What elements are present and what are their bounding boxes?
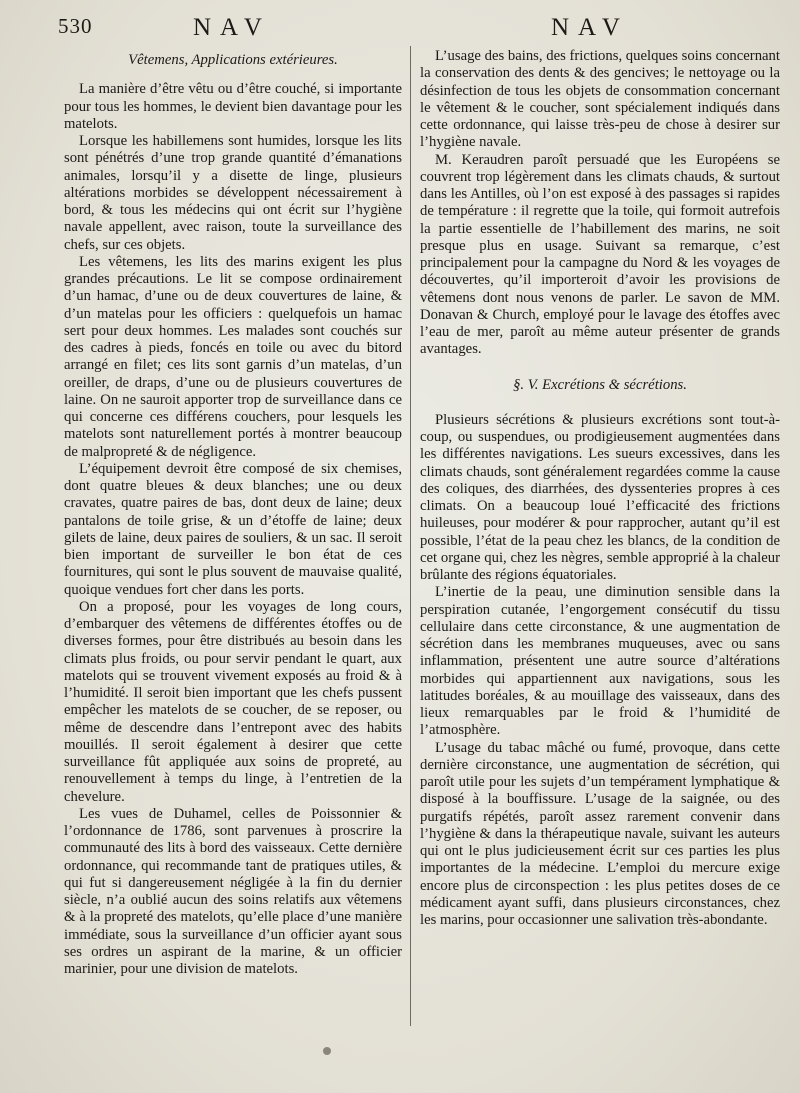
paragraph: L’usage du tabac mâché ou fumé, provoque, dans cette dernière circonstance, une augmentation de sécrétion, qui paroît utile pour les sujets d’un tempérament lymphatique & disposé à la bouffissure. L’usage de la saignée, ou des purgatifs répétés, paroît assez rarement convenir dans l’hygiène & dans la thérapeutique navale, suivant les auteurs qui ont le plus judicieusement écrit sur ces parties les plus importantes de la médecine. L’emploi du mercure exige encore plus de circonspection : les plus petites doses de ce médicament ayant suffi, dans plusieurs circonstances, chez les marins, pour occasionner une salivation très-abondante.: [420, 739, 780, 928]
right-column: [420, 48, 780, 929]
paragraph: Lorsque les habillemens sont humides, lorsque les lits sont pénétrés d’une trop grande quantité d’émanations animales, lorsqu’il y a disette de linge, plusieurs altérations morbides se développent nécessairement à bord, & tous les médecins qui ont écrit sur l’hygiène navale appellent, avec raison, toute la surveillance des chefs, sur ces objets.: [64, 133, 402, 253]
section-heading: §. V. Excrétions & sécrétions.: [513, 376, 687, 393]
paragraph: M. Keraudren paroît persuadé que les Européens se couvrent trop légèrement dans les climats chauds, & surtout dans les Antilles, où l’on est exposé à des passages si rapides de température : il regrette que la toile, qui formoit autrefois la partie essentielle de l’habillement des marins, ne soit presque plus en usage. Suivant sa remarque, c’est principalement pour la campagne du Nord & les voyages de découvertes, qu’il importeroit d’avoir les provisions de vêtemens dont nous venons de parler. Le savon de MM. Donavan & Church, employé pour le lavage des étoffes avec l’eau de mer, paroît au même auteur présenter de grands avantages.: [420, 151, 780, 358]
paragraph: L’usage des bains, des frictions, quelques soins concernant la conservation des dents & des gencives; le nettoyage ou la désinfection de tous les objets de consommation concernant le vêtement & le coucher, sont spécialement indiqués dans cette ordonnance, qui laisse très-peu de chose à desirer sur l’hygiène navale.: [420, 48, 780, 151]
paragraph: Les vues de Duhamel, celles de Poissonnier & l’ordonnance de 1786, sont parvenues à proscrire la communauté des lits à bord des vaisseaux. Cette dernière ordonnance, qui recommande tant de pratiques utiles, & qui fut si dangereusement négligée à la fin du dernier siècle, n’a oublié aucun des soins relatifs aux vêtemens & à la propreté des matelots, qu’elle place d’une manière immédiate, sous la surveillance d’un officier ayant sous ses ordres un aspirant de la marine, & un officier marinier, pour une division de matelots.: [64, 805, 402, 977]
subsection-heading: Vêtemens, Applications extérieures.: [128, 52, 338, 68]
running-head-right: NAV: [551, 14, 629, 41]
paragraph: Plusieurs sécrétions & plusieurs excrétions sont tout-à-coup, ou suspendues, ou prodigieusement augmentées dans les différentes navigations. Les sueurs excessives, dans les climats chauds, sont généralement regardées comme la cause des coliques, des diarrhées, des dyssenteries propres à ces climats. On a beaucoup loué l’efficacité des frictions huileuses, pour modérer & pour rapprocher, autant qu’il est possible, l’état de la peau chez les blancs, de la condition de cet organe qui, chez les nègres, semble approprié à la chaleur brûlante des régions équatoriales.: [420, 411, 780, 583]
paragraph: L’équipement devroit être composé de six chemises, dont quatre bleues & deux blanches; une ou deux cravates, quatre paires de bas, dont deux de laine; deux pantalons de toile grise, & un d’étoffe de laine; deux gilets de laine, deux paires de souliers, & un sac. Il seroit bien important de surveiller le bon état de ces fournitures, qui sont le plus souvent de mauvaise qualité, quoique vendues fort cher dans les ports.: [64, 460, 402, 598]
page-header: [58, 14, 774, 46]
column-divider: [410, 46, 411, 1026]
left-column: [64, 48, 402, 978]
paragraph: On a proposé, pour les voyages de long cours, d’embarquer des vêtemens de différentes étoffes ou de diverses formes, pour être distribués au besoin dans les climats plus froids, ou pour servir pendant le quart, aux matelots qui se trouvent vivement exposés au froid & à l’humidité. Il seroit bien important que les chefs pussent empêcher les matelots de se coucher, de se reposer, ou même de descendre dans l’entrepont avec des habits mouillés. Il seroit également à desirer que cette surveillance fût appliquée aux soins de propreté, au renouvellement à temps du linge, à l’entretien de la chevelure.: [64, 598, 402, 805]
page-number: 530: [58, 14, 93, 38]
paragraph: La manière d’être vêtu ou d’être couché, si importante pour tous les hommes, le devient bien davantage pour les matelots.: [64, 81, 402, 132]
ink-spot: [323, 1047, 331, 1055]
running-head-left: NAV: [193, 14, 271, 41]
paragraph: Les vêtemens, les lits des marins exigent les plus grandes précautions. Le lit se compose ordinairement d’un hamac, d’une ou de deux couvertures de laine, & d’un matelas pour les officiers : quelquefois un hamac sert pour deux hommes. Les malades sont couchés sur des cadres à pieds, foncés en toile ou avec du bitord arrangé en filet; ces lits sont garnis d’un matelas, d’un oreiller, de draps, d’une ou de plusieurs couvertures de laine. On ne sauroit apporter trop de surveillance dans ce qui concerne ces différens couchers, pour lesquels les matelots sont naturellement portés à montrer beaucoup de malpropreté & de négligence.: [64, 253, 402, 460]
paragraph: L’inertie de la peau, une diminution sensible dans la perspiration cutanée, l’engorgement consécutif du tissu cellulaire dans cette circonstance, & une augmentation de sécrétion dans les membranes muqueuses, avec ou sans inflammation, présentent une autre source d’altérations morbides qui appartiennent aux navigations, sous les latitudes boréales, & au mouillage des vaisseaux, dans des lieux remarquables par le froid & l’humidité de l’atmosphère.: [420, 584, 780, 739]
